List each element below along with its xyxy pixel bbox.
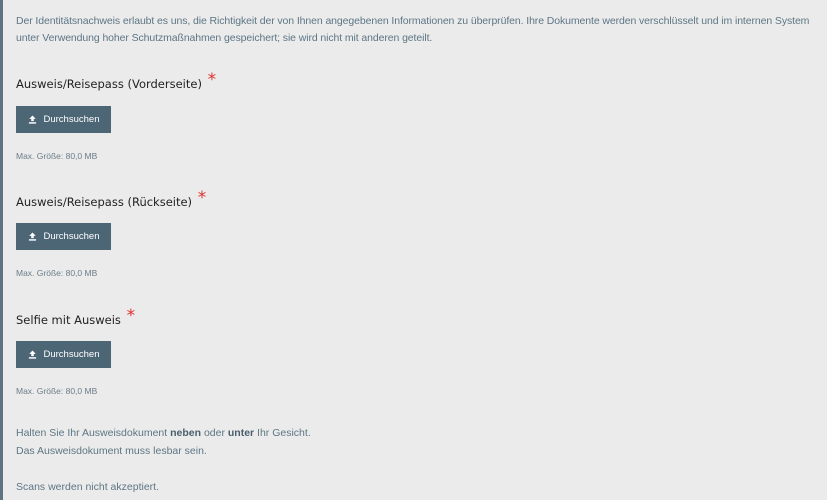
field-label-selfie (16, 306, 136, 329)
hint-readable: Das Ausweisdokument muss lesbar sein. (16, 445, 207, 457)
field-label-id-front (16, 70, 217, 93)
left-border (0, 0, 3, 500)
required-marker: * (197, 188, 207, 208)
hint-emphasis: unter (227, 427, 255, 439)
field-label-text: Selfie mit Ausweis (16, 313, 121, 327)
browse-button-selfie[interactable] (16, 341, 111, 368)
required-marker: * (126, 306, 136, 326)
max-size-note: Max. Größe: 80,0 MB (16, 151, 98, 161)
hint-text: Halten Sie Ihr Ausweisdokument (16, 427, 168, 439)
field-label-id-back (16, 188, 207, 211)
max-size-note: Max. Größe: 80,0 MB (16, 386, 98, 396)
browse-button-id-back[interactable] (16, 223, 111, 250)
field-label-text: Ausweis/Reisepass (Rückseite) (16, 195, 193, 209)
max-size-note: Max. Größe: 80,0 MB (16, 268, 98, 278)
browse-button-label: Durchsuchen (43, 231, 100, 242)
hint-hold-document (16, 427, 311, 439)
upload-icon (28, 350, 37, 359)
upload-icon (28, 115, 37, 124)
required-marker: * (207, 70, 217, 90)
field-label-text: Ausweis/Reisepass (Vorderseite) (16, 77, 202, 91)
browse-button-label: Durchsuchen (43, 349, 100, 360)
browse-button-label: Durchsuchen (43, 114, 100, 125)
hint-text: Ihr Gesicht. (257, 427, 311, 439)
intro-text: Der Identitätsnachweis erlaubt es uns, die Richtigkeit der von Ihnen angegebenen Informationen zu überprüfen. Ihre Dokumente werden verschlüsselt und im internen System unter Verwendung hoher Schutzmaßnahmen gespeichert; sie wird nicht mit anderen geteilt. (16, 15, 810, 44)
upload-icon (28, 232, 37, 241)
hint-no-scans: Scans werden nicht akzeptiert. (16, 481, 159, 493)
identity-verification-form (16, 0, 815, 493)
hint-emphasis: neben (170, 427, 202, 439)
browse-button-id-front[interactable] (16, 106, 111, 133)
hint-text: oder (203, 427, 225, 439)
